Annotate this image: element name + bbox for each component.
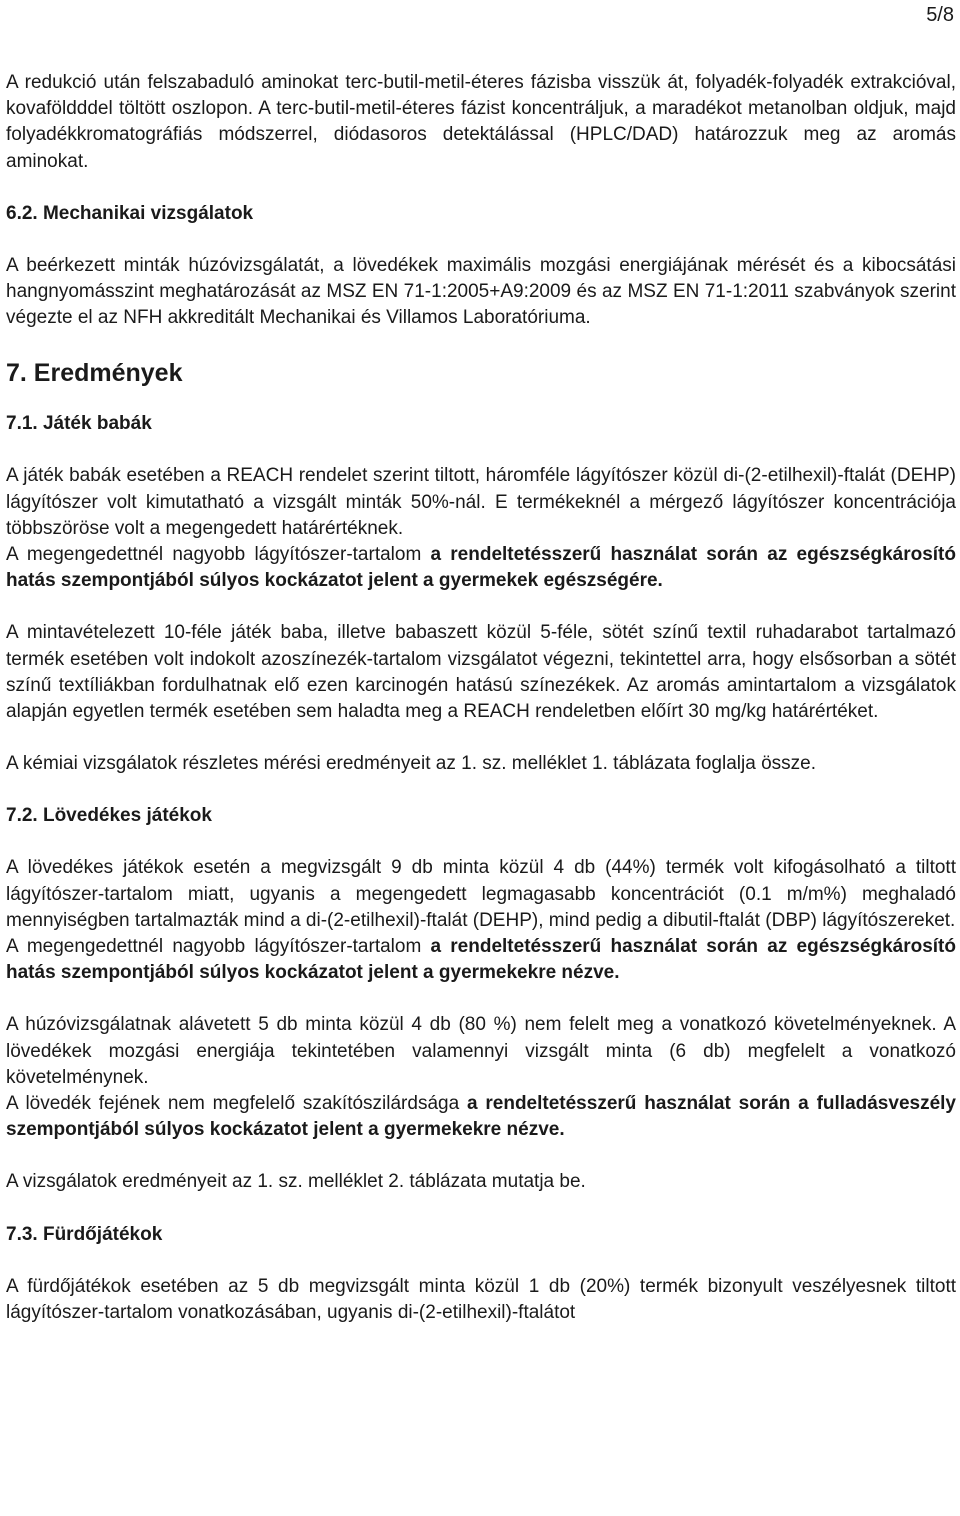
section-7-2-paragraph-4 [6,1091,956,1143]
section-7-2-p4-text: A lövedék fejének nem megfelelő szakítószilárdsága [6,1093,467,1115]
section-7-1-paragraph-4: A kémiai vizsgálatok részletes mérési eredményeit az 1. sz. melléklet 1. táblázata foglalja össze. [6,753,816,775]
section-7-1-paragraph-1: A játék babák esetében a REACH rendelet szerint tiltott, háromféle lágyítószer közül di-(2-etilhexil)-ftalát (DEHP) lágyítószer volt kimutatható a vizsgált minták 50%-nál. E termékeknél a mérgező lágyítószer koncentrációja többszöröse volt a megengedett határértéknek. [6,465,956,539]
section-7-2-heading: 7.2. Lövedékes játékok [6,805,212,827]
section-7-3-heading: 7.3. Fürdőjátékok [6,1223,163,1245]
document-body [6,70,956,1326]
section-7-1-p2-emphasis: a rendeltetésszerű használat során az egészségkárosító hatás szempontjából súlyos kockázatot jelent a gyermekek egészségére. [6,544,956,592]
section-7-1-p2-text: A megengedettnél nagyobb lágyítószer-tartalom [6,544,431,566]
section-7-2-p2-text: A megengedettnél nagyobb lágyítószer-tartalom [6,936,431,958]
section-7-1-paragraph-2 [6,542,956,594]
section-7-2-p4-emphasis: a rendeltetésszerű használat során a fulladásveszély szempontjából súlyos kockázatot jelent a gyermekekre nézve. [6,1093,956,1141]
section-7-2-paragraph-2 [6,934,956,986]
section-7-heading: 7. Eredmények [6,359,183,388]
intro-paragraph: A redukció után felszabaduló aminokat terc-butil-metil-éteres fázisba visszük át, folyadék-folyadék extrakcióval, kovaföldddel töltött oszlopon. A terc-butil-metil-éteres fázist koncentráljuk, a maradékot metanolban oldjuk, majd folyadékkromatográfiás módszerrel, diódasoros detektálással (HPLC/DAD) határozzuk meg az aromás aminokat. [6,72,956,172]
section-7-3-paragraph-1: A fürdőjátékok esetében az 5 db megvizsgált minta közül 1 db (20%) termék bizonyult veszélyesnek tiltott lágyítószer-tartalom vonatkozásában, ugyanis di-(2-etilhexil)-ftalátot [6,1275,956,1323]
section-7-2-p2-emphasis: a rendeltetésszerű használat során az egészségkárosító hatás szempontjából súlyos kockázatot jelent a gyermekekre nézve. [6,936,956,984]
section-7-2-paragraph-5: A vizsgálatok eredményeit az 1. sz. melléklet 2. táblázata mutatja be. [6,1171,586,1193]
section-7-1-heading: 7.1. Játék babák [6,413,152,435]
section-7-2-paragraph-1: A lövedékes játékok esetén a megvizsgált 9 db minta közül 4 db (44%) termék volt kifogásolható a tiltott lágyítószer-tartalom miatt, ugyanis a megengedett legmagasabb koncentrációt (0.1 m/m%) meghaladó mennyiségben tartalmazták mind a di-(2-etilhexil)-ftalát (DEHP), mind pedig a dibutil-ftalát (DBP) lágyítószereket. [6,857,956,931]
section-6-2-heading: 6.2. Mechanikai vizsgálatok [6,202,254,224]
page-number: 5/8 [926,4,954,26]
section-7-2-paragraph-3: A húzóvizsgálatnak alávetett 5 db minta közül 4 db (80 %) nem felelt meg a vonatkozó követelményeknek. A lövedékek mozgási energiája tekintetében valamennyi vizsgált minta (6 db) megfelelt a vonatkozó követelménynek. [6,1014,956,1088]
section-6-2-paragraph: A beérkezett minták húzóvizsgálatát, a lövedékek maximális mozgási energiájának mérését és a kibocsátási hangnyomásszint meghatározását az MSZ EN 71-1:2005+A9:2009 és az MSZ EN 71-1:2011 szabványok szerint végezte el az NFH akkreditált Mechanikai és Villamos Laboratóriuma. [6,254,956,329]
section-7-1-paragraph-3: A mintavételezett 10-féle játék baba, illetve babaszett közül 5-féle, sötét színű textil ruhadarabot tartalmazó termék esetében volt indokolt azoszínezék-tartalom vizsgálatot végezni, tekintettel arra, hogy elsősorban a sötét színű textíliákban fordulhatnak elő ezen karcinogén hatású színezékek. Az aromás amintartalom a vizsgálatok alapján egyetlen termék esetében sem haladta meg a REACH rendeletben előírt 30 mg/kg határértéket. [6,622,956,723]
